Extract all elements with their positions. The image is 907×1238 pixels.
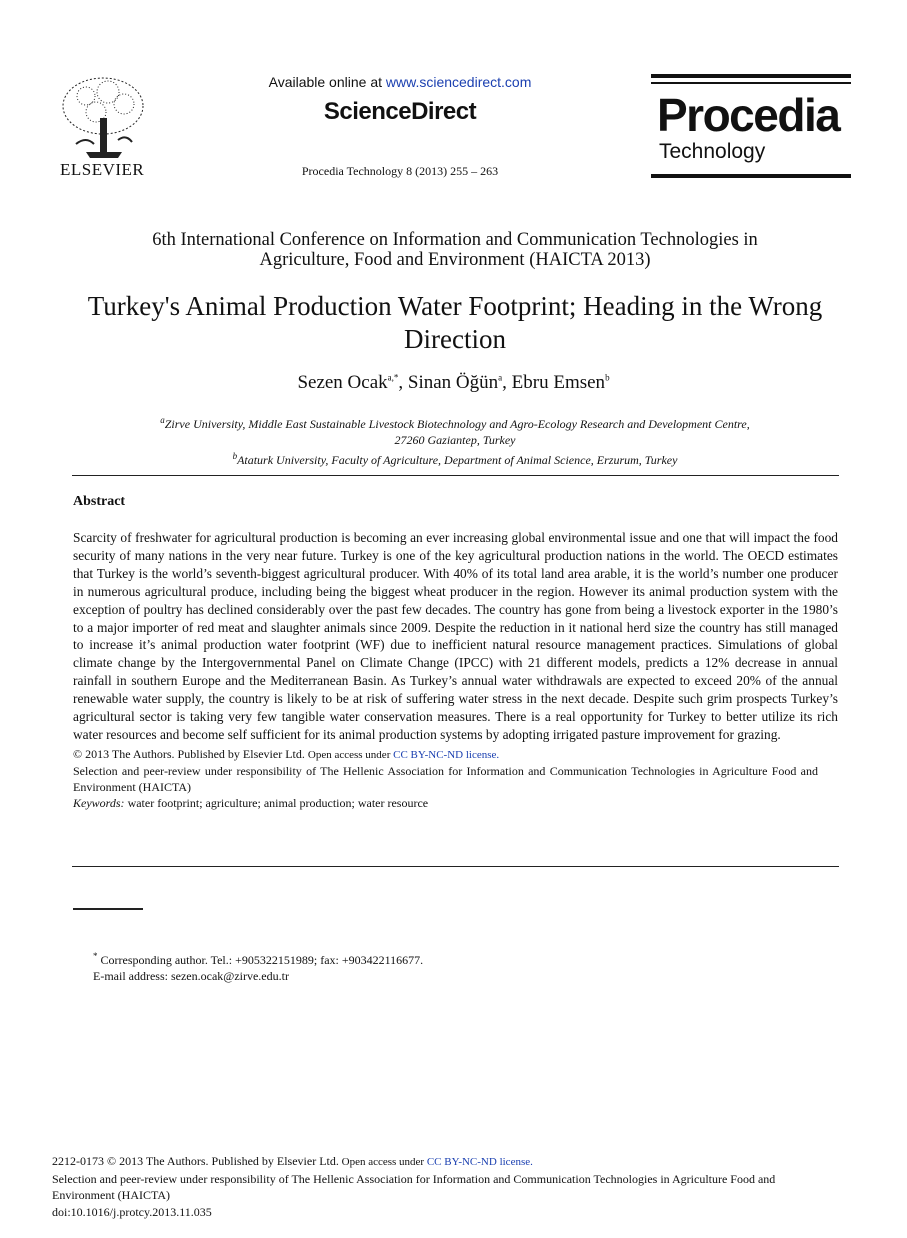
email-note: E-mail address: sezen.ocak@zirve.edu.tr [93,969,289,983]
page-footer [52,1153,832,1220]
conference-line-1: 6th International Conference on Information and Communication Technologies in [152,230,758,250]
footnote [93,948,423,984]
keywords-line [73,795,838,811]
conference-line-2: Agriculture, Food and Environment (HAICTA 2013) [259,250,651,270]
sciencedirect-link[interactable]: www.sciencedirect.com [385,74,532,90]
affiliations [60,412,850,468]
abstract-section [73,529,838,811]
author-affiliation-mark: a [498,372,503,383]
doi: doi:10.1016/j.protcy.2013.11.035 [52,1204,212,1219]
keywords-label: Keywords: [73,795,125,810]
license-link[interactable]: CC BY-NC-ND license. [393,748,500,761]
abstract-copyright-line: © 2013 The Authors. Published by Elsevier Ltd. Open access under CC BY-NC-ND license. [73,746,500,761]
footer-license-link[interactable]: CC BY-NC-ND license. [426,1156,533,1168]
procedia-title: Procedia [657,89,840,141]
keywords-text: water footprint; agriculture; animal production; water resource [124,795,429,810]
affiliation-a-city: 27260 Gaziantep, Turkey [394,433,516,447]
corresponding-author-note: * Corresponding author. Tel.: +905322151989; fax: +903422116677. [93,951,424,967]
procedia-subtitle: Technology [659,140,766,163]
author-name: Ebru Emsen [511,372,606,393]
available-prefix: Available online at [268,74,386,90]
footnote-rule [73,908,143,910]
peer-review-statement: Selection and peer-review under responsibility of The Hellenic Association for Information and Communication Technologies in Agriculture Food and Environment (HAICTA) [73,763,818,794]
conference-name [60,230,850,270]
divider [72,475,839,476]
divider [72,866,839,867]
author-affiliation-mark: a,* [387,372,399,383]
author-affiliation-mark: b [605,372,610,383]
procedia-logo [651,74,851,178]
procedia-bottom-rule [651,174,851,178]
procedia-top-rule [651,74,851,78]
author-name: Sinan Öğün [407,372,499,393]
abstract-heading: Abstract [73,494,126,509]
journal-reference: Procedia Technology 8 (2013) 255 – 263 [301,164,499,178]
footer-copyright-line: 2212-0173 © 2013 The Authors. Published by Elsevier Ltd. Open access under CC BY-NC-ND license. [52,1154,533,1168]
sciencedirect-logo: ScienceDirect [323,98,477,125]
affiliation-b: $^b$Ataturk University, Faculty of Agriculture, Department of Animal Science, Erzurum, Turkey [232,451,678,467]
footer-peer-review: Selection and peer-review under responsibility of The Hellenic Association for Information and Communication Technologies in Agriculture Food and Environment (HAICTA) [52,1171,776,1202]
author-name: Sezen Ocak [297,372,388,393]
affiliation-a: $^a$Zirve University, Middle East Sustainable Livestock Biotechnology and Agro-Ecology Research and Development Centre, [160,415,750,431]
elsevier-logo-text: ELSEVIER [60,160,145,179]
procedia-top-rule-thin [651,82,851,84]
paper-title: Turkey's Animal Production Water Footprint; Heading in the Wrong Direction [87,291,823,354]
abstract-body: Scarcity of freshwater for agricultural production is becoming an ever increasing global environmental issue and one that will impact the food security of many nations in the very near future. Turkey is one of the key agricultural production nations in the world. The OECD estimates that Turkey is the world’s seventh-biggest agricultural producer. With 40% of its total land area arable, it is the world’s number one producer in numerous agricultural produce, including being the biggest wheat producer in the region. However its animal production system with the exception of poultry has declined considerably over the past few decades. The country has gone from being a livestock exporter in the 1980’s to a major importer of red meat and slaughter animals since 2009. Despite the reduction in it national herd size the country has still managed to increase it’s animal production water footprint (WF) due to inefficient natural resource management practices. Simulations of global climate change by the Intergovernmental Panel on Climate Change (IPCC) with 21 different models, predicts a 12% decrease in annual rainfall in southern Europe and the Mediterranean Basin. As Turkey’s annual water withdrawals are expected to exceed 20% of the annual renewable water supply, the country is likely to be at risk of suffering water stress in the next decade. Despite such grim prospects Turkey’s agricultural sector is taking very few tangible water conservation measures. There is a real opportunity for Turkey to better utilize its rich water resources and become self sufficient for its animal production systems by adopting irrigated pasture improvement for grazing. [73,530,838,742]
author-list: Sezen Ocak$^{a,*}$, Sinan Öğün$^a$, Ebru Emsen$^b$ [297,372,610,393]
